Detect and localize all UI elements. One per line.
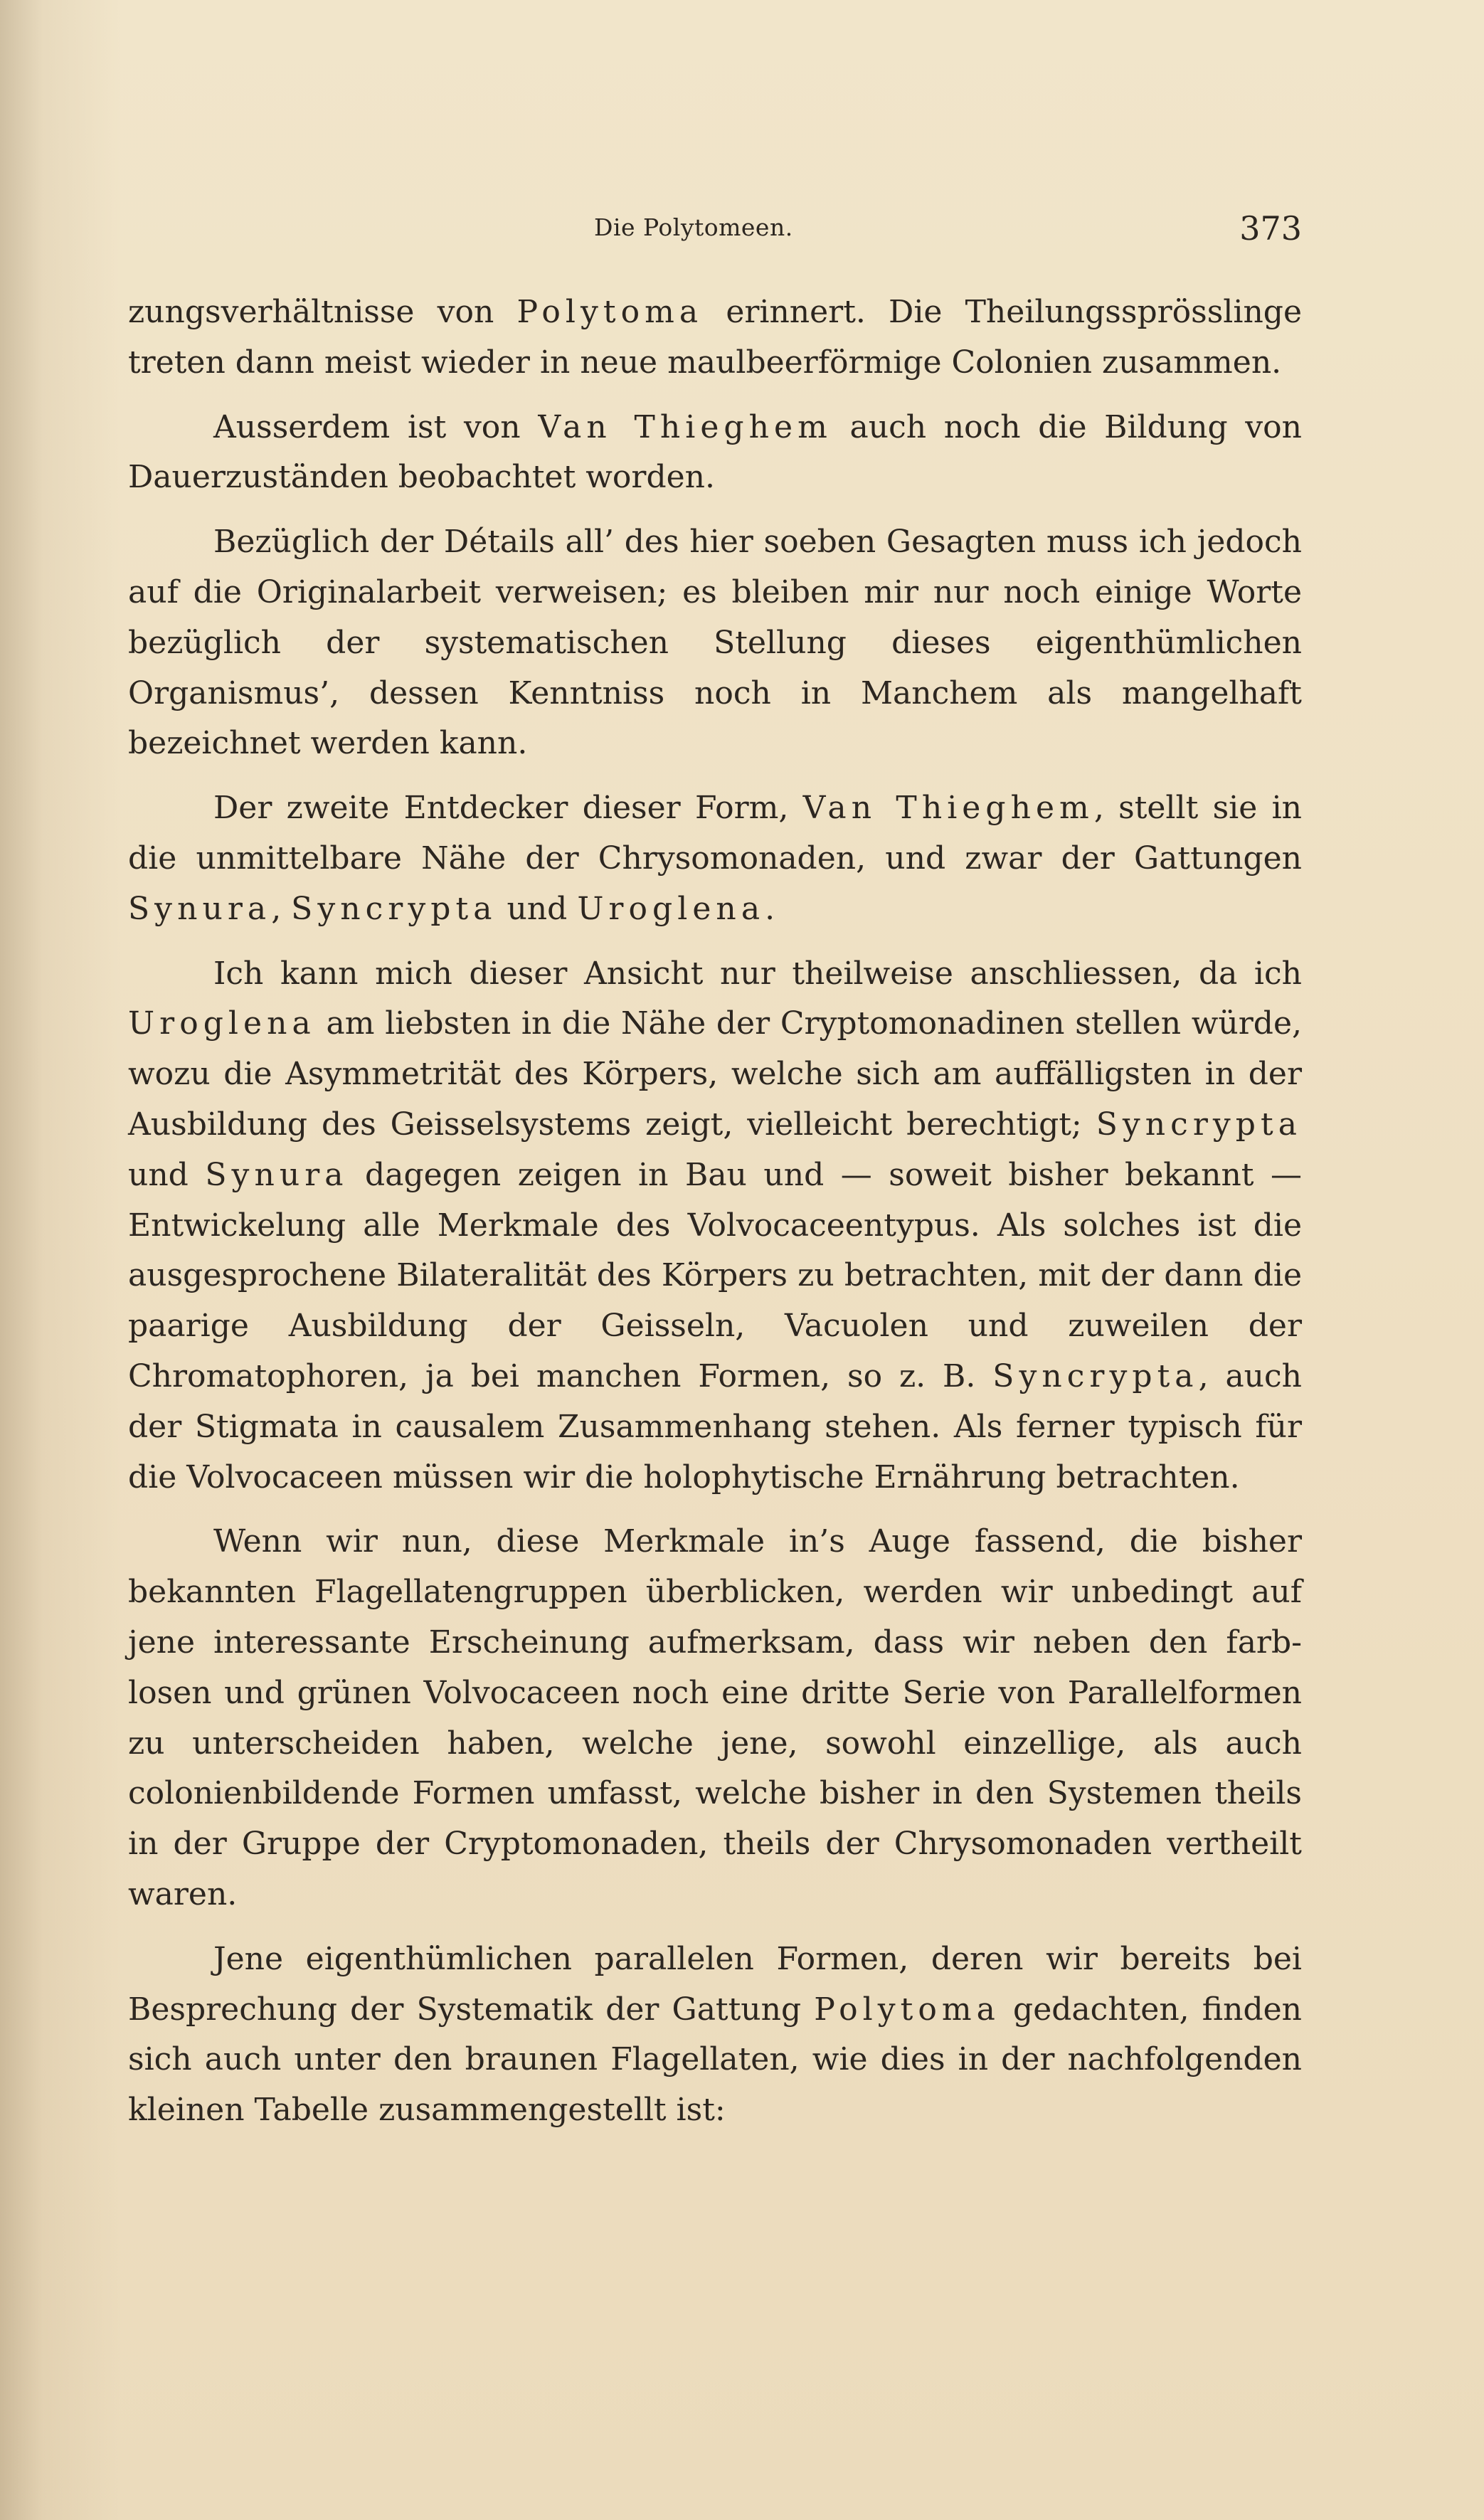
- spaced-name: Syncrypta: [1096, 1106, 1302, 1143]
- text-run: Ich kann mich dieser Ansicht nur theilweise anschliessen, da ich: [213, 955, 1302, 992]
- paragraph: [128, 403, 1302, 504]
- spaced-name: Synura: [205, 1156, 349, 1193]
- paragraph: [128, 1517, 1302, 1920]
- running-title: Die Polytomeen.: [594, 213, 793, 241]
- text-run: dagegen zeigen in Bau und — soweit bisher bekannt — Entwickelung alle Merkmale des Volvocaceentypus. Als solches ist die ausgesprochene Bilateralität des Körpers zu betrachten, mit der dann die paarige Ausbildung der Geisseln, Vacuolen und zuweilen der Chromatophoren, ja bei manchen Formen, so z. B.: [128, 1156, 1303, 1394]
- text-run: , stellt sie in die unmittelbare Nähe der Chrysomonaden, und zwar der Gattungen: [128, 790, 1302, 877]
- paragraph: [128, 1934, 1302, 2136]
- spaced-name: Van Thieghem: [802, 790, 1094, 827]
- spaced-name: Polytoma: [814, 1991, 1000, 2028]
- text-run: gedachten, finden sich auch unter den braunen Flagellaten, wie dies in der nachfolgenden kleinen Tabelle zusammengestellt ist:: [128, 1991, 1302, 2129]
- spaced-name: Uroglena: [128, 1005, 316, 1042]
- spaced-name: Van Thieghem: [538, 408, 832, 445]
- text-run: und: [497, 890, 578, 927]
- page-header: [128, 209, 1302, 252]
- spaced-name: Syncrypta: [291, 890, 497, 927]
- text-run: am liebsten in die Nähe der Cryptomonadinen stellen würde, wozu die Asymmetrität des Körpers, welche sich am auffälligsten in der Ausbildung des Geisselsystems zeigt, vielleicht berechtigt;: [128, 1005, 1302, 1143]
- text-run: zungsverhältnisse von: [128, 294, 517, 330]
- spaced-name: Uroglena: [577, 890, 765, 927]
- spaced-name: Polytoma: [516, 294, 704, 330]
- text-run: , auch der Stigmata in causalem Zusammenhang stehen. Als ferner typisch für die Volvocaceen müssen wir die holophytische Ernährung betrachten.: [128, 1357, 1303, 1495]
- spaced-name: Synura: [128, 890, 272, 927]
- text-run: und: [128, 1156, 206, 1193]
- text-run: Ausserdem ist von: [213, 408, 539, 445]
- spaced-name: Syncrypta: [992, 1357, 1199, 1394]
- text-run: Der zweite Entdecker dieser Form,: [213, 790, 803, 827]
- text-run: auch noch die Bildung von Dauerzuständen beobachtet worden.: [128, 408, 1302, 496]
- page-number: 373: [1239, 209, 1302, 248]
- text-run: Bezüglich der Détails all’ des hier soeben Gesagten muss ich jedoch auf die Originalarbeit verweisen; es bleiben mir nur noch einige Worte bezüglich der systematischen Stellung dieses eigenthümlichen Organismus’, dessen Kenntniss noch in Manchem als mangelhaft bezeichnet werden kann.: [128, 524, 1302, 762]
- text-run: ,: [271, 890, 292, 927]
- paragraph: [128, 949, 1302, 1503]
- body-text: [128, 287, 1302, 2150]
- text-run: erinnert. Die Theilungssprösslinge treten dann meist wieder in neue maulbeerförmige Colonien zusammen.: [128, 294, 1302, 381]
- paragraph: [128, 517, 1302, 769]
- text-run: Jene eigenthümlichen parallelen Formen, deren wir bereits bei Besprechung der Systematik der Gattung: [128, 1940, 1302, 2028]
- text-run: Wenn wir nun, diese Merkmale in’s Auge fassend, die bisher bekannten Flagellatengruppen überblicken, werden wir unbedingt auf jene interessante Erscheinung aufmerksam, dass wir neben den farblosen und grünen Volvocaceen noch eine dritte Serie von Parallelformen zu unterscheiden haben, welche jene, sowohl einzellige, als auch colonienbildende Formen umfasst, welche bisher in den Systemen theils in der Gruppe der Cryptomonaden, theils der Chrysomonaden vertheilt waren.: [128, 1523, 1302, 1912]
- text-run: .: [765, 890, 775, 927]
- paragraph: [128, 783, 1302, 934]
- paragraph: [128, 287, 1302, 388]
